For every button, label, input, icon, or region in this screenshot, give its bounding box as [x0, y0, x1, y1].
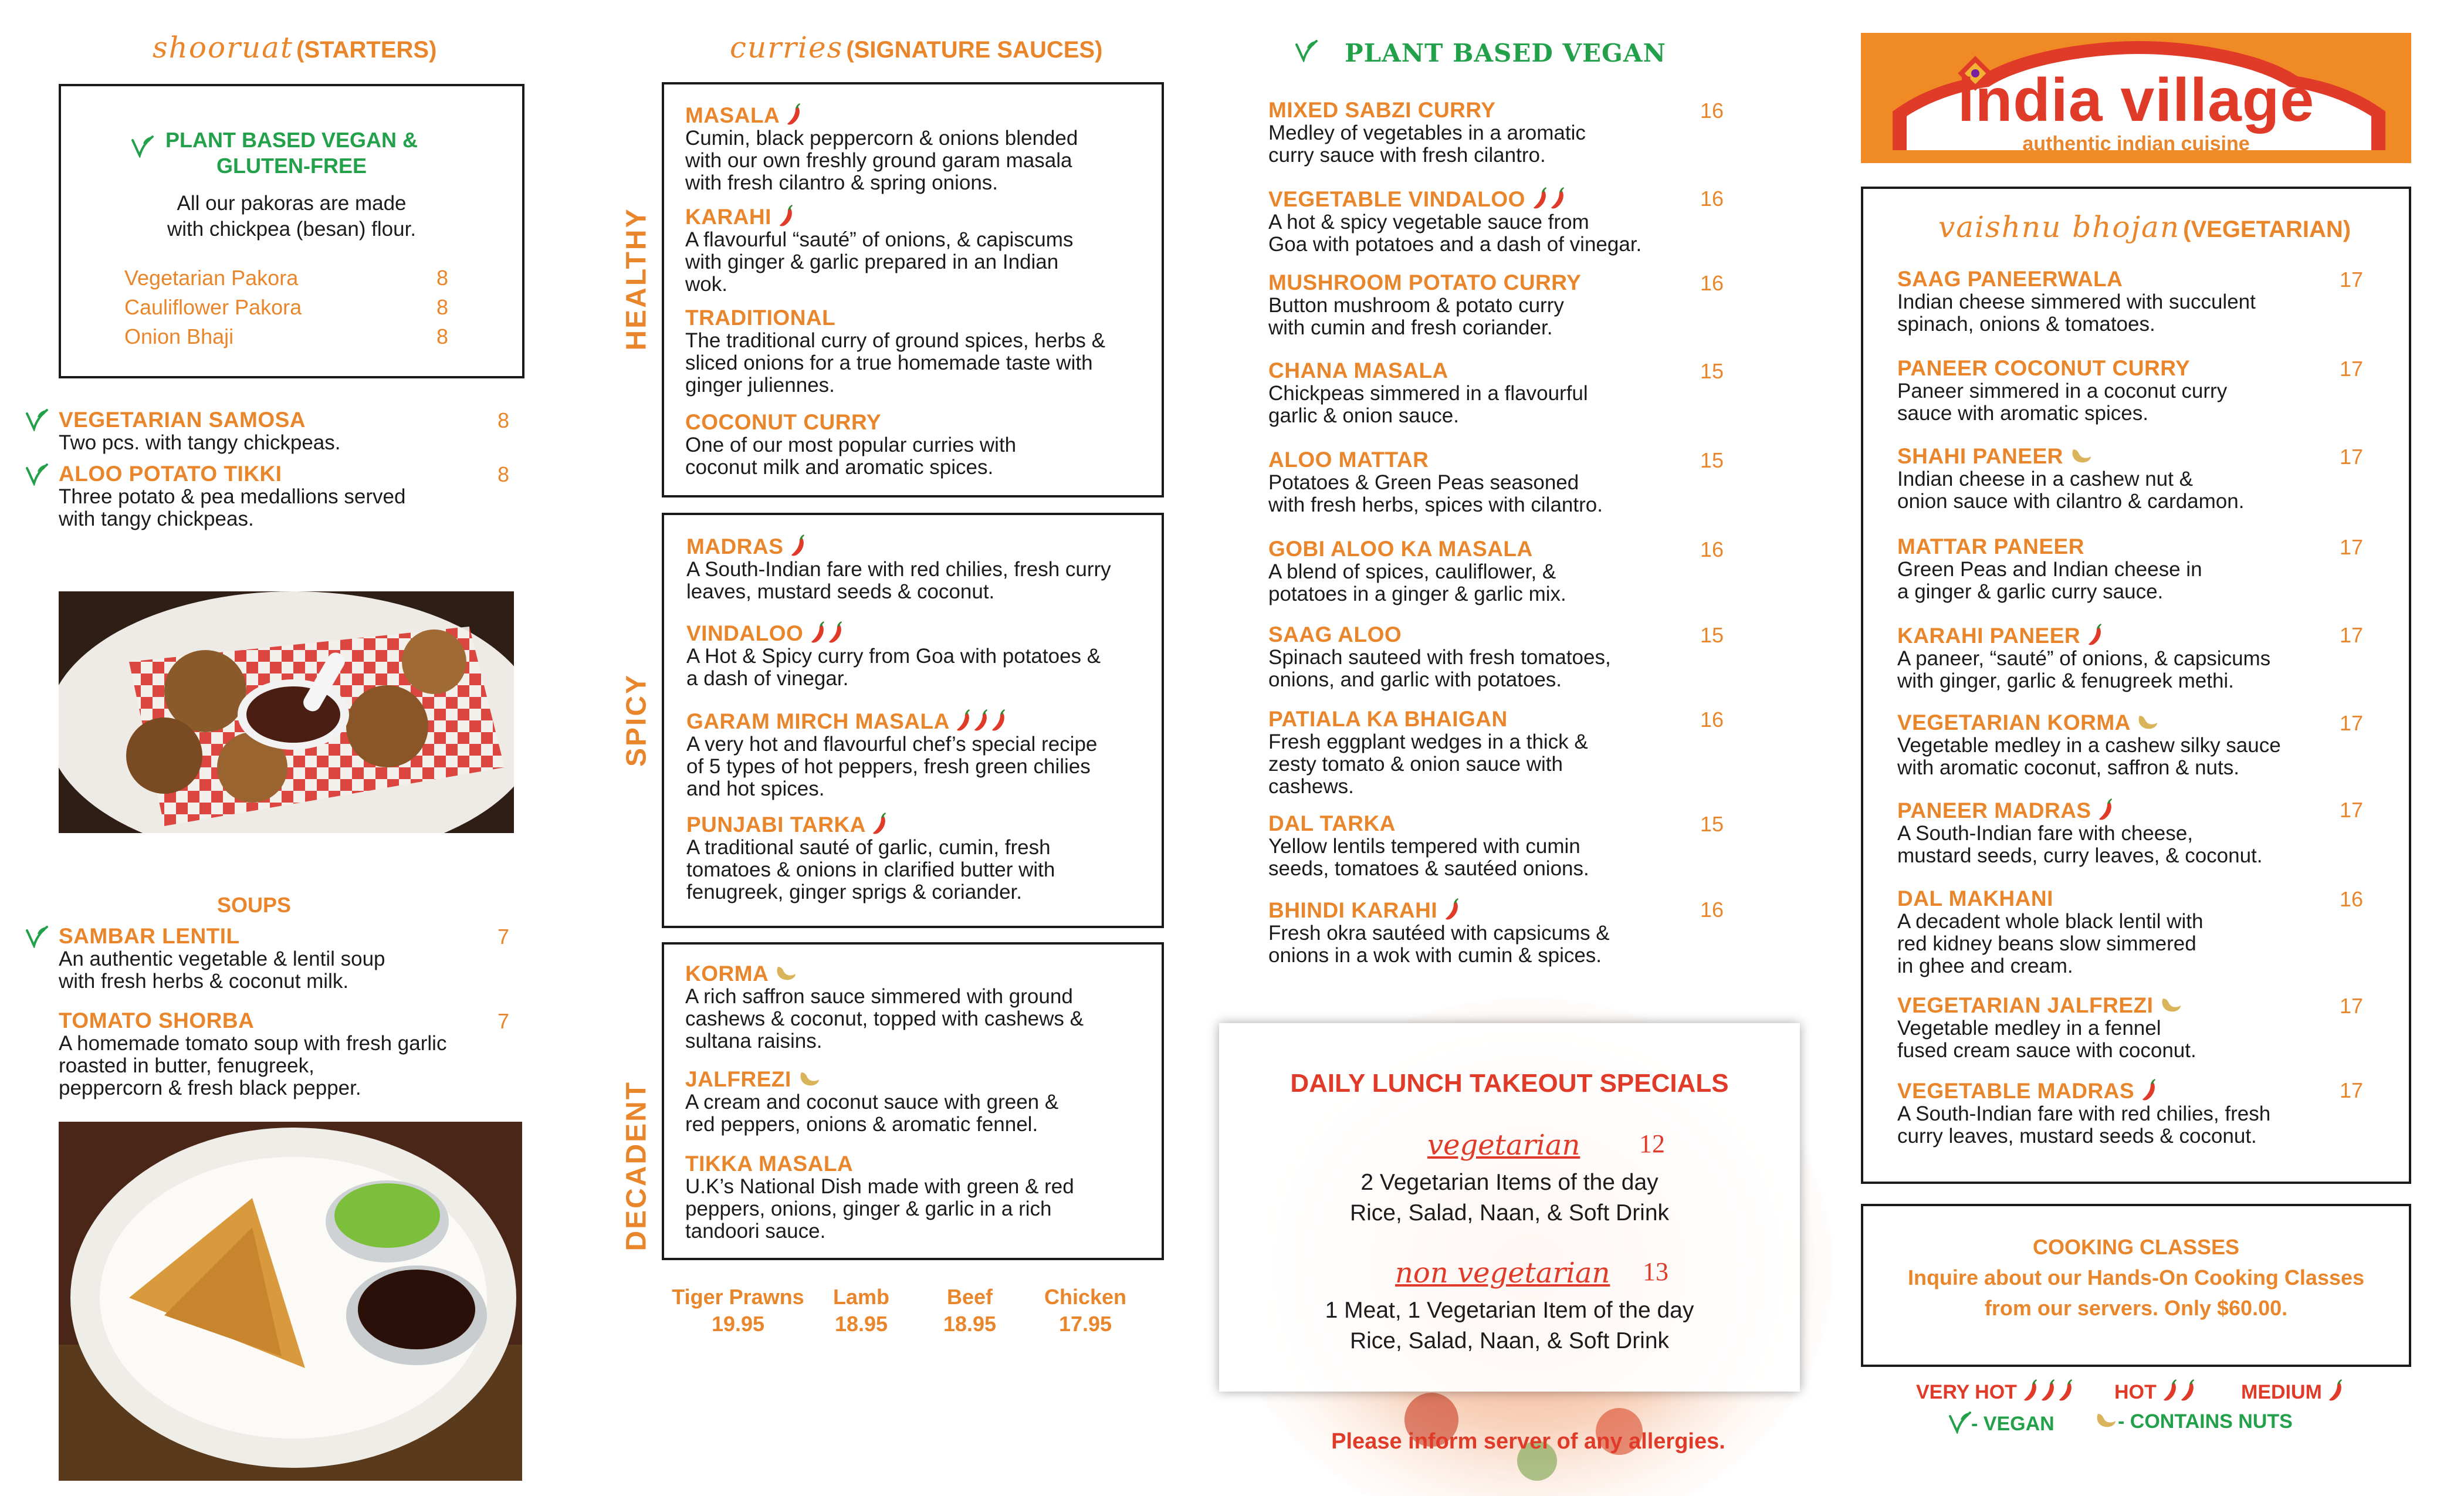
cashew-nut-icon — [2136, 712, 2160, 731]
item-price: 7 — [497, 1009, 510, 1033]
item-price: 15 — [1700, 448, 1724, 472]
menu-item — [1268, 448, 1749, 516]
item-desc: Vegetable medley in a cashew silky sauce — [1897, 734, 2281, 757]
item-desc: spinach, onions & tomatoes. — [1897, 313, 2155, 336]
item-desc: Indian cheese in a cashew nut & — [1897, 468, 2193, 490]
chili-icon — [973, 709, 990, 732]
chili-icon — [2141, 1078, 2158, 1102]
item-desc: Paneer simmered in a coconut curry — [1897, 380, 2228, 402]
item-desc: fenugreek, ginger sprigs & coriander. — [686, 881, 1022, 903]
cooking-title: COOKING CLASSES — [2032, 1235, 2240, 1259]
pakora-box — [59, 84, 524, 378]
pakora-note-line1: All our pakoras are made — [177, 192, 407, 215]
chili-icon — [810, 621, 827, 644]
item-desc: A very hot and flavourful chef’s special recipe — [686, 733, 1098, 756]
chili-icon — [786, 103, 803, 126]
item-desc: The traditional curry of ground spices, herbs & — [685, 329, 1105, 352]
vegan-title: PLANT BASED VEGAN — [1345, 39, 1666, 67]
legend-vegan: - VEGAN — [1948, 1410, 2055, 1436]
menu-item — [685, 103, 1166, 194]
item-desc: tandoori sauce. — [685, 1220, 826, 1243]
item-desc: Chickpeas simmered in a flavourful — [1268, 382, 1588, 405]
item-desc: with cumin and fresh coriander. — [1268, 316, 1553, 339]
item-price: 17 — [2340, 711, 2364, 735]
vegan-leaf-icon — [1948, 1410, 1971, 1434]
menu-item — [59, 408, 540, 454]
menu-item — [686, 812, 1167, 903]
menu-item — [686, 534, 1167, 603]
item-desc: red kidney beans slow simmered — [1897, 932, 2196, 955]
starters-script-title: shooruat — [153, 31, 294, 65]
lunch-specials-card — [1219, 1023, 1800, 1392]
item-desc: Medley of vegetables in a aromatic — [1268, 121, 1586, 144]
item-desc: A traditional sauté of garlic, cumin, fresh — [686, 836, 1051, 859]
item-desc: with fresh herbs & coconut milk. — [59, 970, 349, 993]
chili-icon — [2179, 1379, 2197, 1402]
cashew-nut-icon — [2070, 446, 2093, 465]
item-desc: with fresh cilantro & spring onions. — [685, 171, 999, 194]
menu-item — [59, 462, 540, 530]
protein-option: Lamb 18.95 — [832, 1285, 889, 1336]
item-price: 17 — [2340, 623, 2364, 647]
item-name: KORMA — [685, 962, 768, 986]
item-price: 17 — [2340, 445, 2364, 469]
item-price: 17 — [2340, 535, 2364, 559]
item-price: 15 — [1700, 623, 1724, 647]
menu-item — [1268, 187, 1749, 256]
pakora-price: 8 — [436, 324, 449, 348]
item-desc: leaves, mustard seeds & coconut. — [686, 580, 995, 603]
menu-item — [1268, 359, 1749, 427]
item-name: MADRAS — [686, 534, 784, 559]
vegetarian-heading — [1938, 210, 2351, 244]
item-name: PANEER MADRAS — [1897, 798, 2091, 823]
item-desc: A South-Indian fare with cheese, — [1897, 822, 2193, 845]
item-desc: with tangy chickpeas. — [59, 507, 254, 530]
item-desc: mustard seeds, curry leaves, & coconut. — [1897, 844, 2263, 867]
item-name: VEGETABLE MADRAS — [1897, 1079, 2135, 1103]
item-desc: A Hot & Spicy curry from Goa with potatoes & — [686, 645, 1101, 668]
item-name: MASALA — [685, 103, 779, 127]
item-desc: A paneer, “sauté” of onions, & capsicums — [1897, 647, 2271, 670]
item-desc: A decadent whole black lentil with — [1897, 910, 2204, 933]
item-price: 17 — [2340, 994, 2364, 1018]
chili-icon — [1532, 187, 1549, 210]
item-desc: Fresh eggplant wedges in a thick & — [1268, 730, 1588, 753]
chili-icon — [990, 709, 1008, 732]
item-desc: A cream and coconut sauce with green & — [685, 1091, 1059, 1113]
item-name: DAL MAKHANI — [1897, 886, 2053, 911]
lunch-nonveg-price: 13 — [1643, 1257, 1668, 1286]
pakora-box-title-line1: PLANT BASED VEGAN & — [165, 128, 418, 152]
menu-item — [685, 306, 1166, 397]
menu-item — [1897, 711, 2378, 779]
menu-item — [685, 962, 1166, 1052]
item-name: KARAHI PANEER — [1897, 624, 2081, 648]
menu-item — [1897, 798, 2378, 867]
menu-item — [1268, 898, 1749, 967]
item-desc: coconut milk and aromatic spices. — [685, 456, 994, 479]
item-desc: One of our most popular curries with — [685, 434, 1017, 456]
item-price: 17 — [2340, 798, 2364, 822]
menu-item — [59, 925, 540, 993]
starters-heading — [153, 31, 436, 65]
chili-icon — [1444, 898, 1461, 921]
chili-icon — [2040, 1379, 2057, 1402]
item-name: VEGETARIAN JALFREZI — [1897, 993, 2154, 1017]
item-price: 7 — [497, 925, 510, 949]
brand-banner — [1861, 33, 2411, 163]
lunch-nonveg-line2: Rice, Salad, Naan, & Soft Drink — [1349, 1328, 1670, 1353]
item-desc: Yellow lentils tempered with cumin — [1268, 835, 1580, 858]
legend-very-hot: VERY HOT — [1916, 1379, 2075, 1404]
item-desc: with fresh herbs, spices with cilantro. — [1268, 493, 1603, 516]
item-name: GARAM MIRCH MASALA — [686, 709, 949, 733]
item-desc: cashews. — [1268, 775, 1354, 798]
lunch-title: DAILY LUNCH TAKEOUT SPECIALS — [1290, 1069, 1729, 1098]
item-price: 16 — [1700, 708, 1724, 732]
chili-icon — [2057, 1379, 2075, 1402]
item-desc: sauce with aromatic spices. — [1897, 402, 2148, 425]
chili-icon — [2162, 1379, 2179, 1402]
item-name: VEGETABLE VINDALOO — [1268, 187, 1525, 211]
curries-bold-title: (SIGNATURE SAUCES) — [846, 37, 1103, 63]
brand-tagline: authentic indian cuisine — [2022, 133, 2250, 155]
pakora-item: Cauliflower Pakora — [124, 295, 302, 319]
menu-item — [685, 1068, 1166, 1136]
item-name: KARAHI — [685, 205, 771, 229]
item-desc: sliced onions for a true homemade taste with — [685, 351, 1093, 374]
lunch-nonveg-label: non vegetarian — [1395, 1257, 1610, 1289]
item-desc: with our own freshly ground garam masala — [685, 149, 1072, 172]
lunch-veg-line2: Rice, Salad, Naan, & Soft Drink — [1349, 1200, 1670, 1226]
soups-title: SOUPS — [217, 893, 292, 917]
chili-icon — [2097, 798, 2115, 821]
item-desc: A blend of spices, cauliflower, & — [1268, 560, 1556, 583]
item-name: SAAG ALOO — [1268, 622, 1402, 647]
legend-medium: MEDIUM — [2241, 1379, 2345, 1404]
protein-option: Chicken 17.95 — [1044, 1285, 1127, 1336]
menu-item — [1268, 812, 1749, 880]
protein-option: Beef 18.95 — [943, 1285, 997, 1336]
cooking-line1: Inquire about our Hands-On Cooking Classes — [1907, 1265, 2365, 1289]
item-name: TRADITIONAL — [685, 306, 836, 330]
item-desc: in ghee and cream. — [1897, 955, 2073, 977]
item-desc: a dash of vinegar. — [686, 667, 849, 690]
item-desc: sultana raisins. — [685, 1030, 823, 1052]
item-desc: Cumin, black peppercorn & onions blended — [685, 127, 1078, 150]
menu-item — [686, 621, 1167, 690]
chili-icon — [2087, 623, 2104, 647]
item-desc: Indian cheese simmered with succulent — [1897, 290, 2256, 313]
chili-icon — [1549, 187, 1567, 210]
pakora-item: Onion Bhaji — [124, 324, 234, 348]
vegetarian-script-title: vaishnu bhojan — [1938, 210, 2181, 244]
item-name: ALOO MATTAR — [1268, 448, 1429, 472]
menu-item — [1268, 537, 1749, 605]
item-desc: Spinach sauteed with fresh tomatoes, — [1268, 646, 1611, 669]
item-desc: with ginger, garlic & fenugreek methi. — [1897, 669, 2234, 692]
item-name: MUSHROOM POTATO CURRY — [1268, 270, 1582, 295]
chili-icon — [790, 534, 807, 557]
item-desc: ginger juliennes. — [685, 374, 835, 397]
item-desc: seeds, tomatoes & sautéed onions. — [1268, 857, 1589, 880]
item-desc: Green Peas and Indian cheese in — [1897, 558, 2202, 581]
item-desc: a ginger & garlic curry sauce. — [1897, 580, 2164, 603]
item-desc: onions, and garlic with potatoes. — [1268, 668, 1562, 691]
item-desc: peppercorn & fresh black pepper. — [59, 1077, 361, 1099]
menu-item — [1268, 623, 1749, 691]
item-desc: potatoes in a ginger & garlic mix. — [1268, 583, 1566, 605]
legend-nuts: - CONTAINS NUTS — [2094, 1410, 2293, 1433]
item-name: DAL TARKA — [1268, 811, 1396, 835]
item-desc: Goa with potatoes and a dash of vinegar. — [1268, 233, 1642, 256]
item-desc: onions in a wok with cumin & spices. — [1268, 944, 1602, 967]
menu-item — [1268, 271, 1749, 339]
item-desc: A South-Indian fare with red chilies, fresh curry — [686, 558, 1111, 581]
pakora-photo — [59, 591, 514, 833]
chili-icon — [955, 709, 973, 732]
menu-item — [685, 204, 1166, 296]
pakora-price: 8 — [436, 295, 449, 319]
item-price: 17 — [2340, 1078, 2364, 1102]
item-price: 17 — [2340, 357, 2364, 381]
pakora-box-title-line2: GLUTEN-FREE — [216, 154, 367, 178]
item-price: 16 — [1700, 99, 1724, 123]
item-desc: fused cream sauce with coconut. — [1897, 1039, 2196, 1062]
item-desc: zesty tomato & onion sauce with — [1268, 753, 1563, 776]
item-desc: tomatoes & onions in clarified butter with — [686, 858, 1055, 881]
vegan-leaf-icon — [1294, 39, 1318, 62]
cashew-nut-icon — [798, 1069, 821, 1088]
vegan-leaf-icon — [25, 408, 48, 431]
item-price: 16 — [2340, 887, 2364, 911]
item-name: ALOO POTATO TIKKI — [59, 462, 282, 486]
item-price: 16 — [1700, 187, 1724, 211]
menu-item — [1897, 994, 2378, 1062]
item-desc: A rich saffron sauce simmered with ground — [685, 985, 1073, 1008]
item-name: SHAHI PANEER — [1897, 444, 2063, 468]
vegan-leaf-icon — [25, 925, 48, 948]
protein-option: Tiger Prawns 19.95 — [672, 1285, 804, 1336]
item-desc: curry leaves, mustard seeds & coconut. — [1897, 1125, 2257, 1148]
lunch-nonveg-line1: 1 Meat, 1 Vegetarian Item of the day — [1325, 1298, 1694, 1323]
chili-icon — [2327, 1379, 2345, 1402]
item-price: 16 — [1700, 898, 1724, 922]
item-price: 16 — [1700, 271, 1724, 295]
item-desc: and hot spices. — [686, 777, 825, 800]
cashew-nut-icon — [774, 963, 798, 982]
lunch-veg-price: 12 — [1639, 1129, 1665, 1158]
menu-item — [1897, 445, 2378, 513]
cooking-line2: from our servers. Only $60.00. — [1984, 1296, 2288, 1320]
item-name: VINDALOO — [686, 621, 804, 645]
item-desc: Vegetable medley in a fennel — [1897, 1017, 2161, 1040]
item-name: CHANA MASALA — [1268, 358, 1448, 383]
item-name: PATIALA KA BHAIGAN — [1268, 707, 1508, 731]
item-desc: U.K’s National Dish made with green & red — [685, 1175, 1074, 1198]
item-name: JALFREZI — [685, 1067, 791, 1091]
pakora-note-line2: with chickpea (besan) flour. — [167, 218, 417, 241]
item-name: PANEER COCONUT CURRY — [1897, 356, 2191, 380]
item-name: VEGETARIAN KORMA — [1897, 710, 2130, 735]
item-price: 17 — [2340, 268, 2364, 292]
lunch-veg-line1: 2 Vegetarian Items of the day — [1360, 1170, 1659, 1195]
menu-item — [59, 1009, 540, 1099]
item-name: MATTAR PANEER — [1897, 534, 2084, 559]
item-name: PUNJABI TARKA — [686, 813, 865, 837]
chili-icon — [778, 204, 796, 228]
item-price: 8 — [497, 462, 510, 486]
item-desc: red peppers, onions & aromatic fennel. — [685, 1113, 1038, 1136]
item-name: VEGETARIAN SAMOSA — [59, 408, 306, 432]
menu-item — [1268, 99, 1749, 167]
item-desc: Potatoes & Green Peas seasoned — [1268, 471, 1579, 494]
item-desc: with aromatic coconut, saffron & nuts. — [1897, 756, 2239, 779]
item-name: COCONUT CURRY — [685, 410, 882, 434]
item-desc: roasted in butter, fenugreek, — [59, 1054, 314, 1077]
item-name: MIXED SABZI CURRY — [1268, 98, 1496, 122]
starters-bold-title: (STARTERS) — [296, 37, 437, 63]
item-desc: onion sauce with cilantro & cardamon. — [1897, 490, 2245, 513]
menu-item — [1897, 1078, 2378, 1148]
menu-item — [1268, 708, 1749, 798]
menu-item — [1897, 623, 2378, 692]
item-desc: Two pcs. with tangy chickpeas. — [59, 431, 341, 454]
item-name: TIKKA MASALA — [685, 1152, 854, 1176]
chili-icon — [827, 621, 845, 644]
menu-item — [1897, 535, 2378, 603]
item-desc: Three potato & pea medallions served — [59, 485, 406, 508]
brand-name: india village — [1957, 66, 2315, 134]
samosa-photo — [59, 1122, 522, 1481]
item-name: SAAG PANEERWALA — [1897, 267, 2123, 291]
item-desc: wok. — [685, 273, 727, 296]
item-desc: Button mushroom & potato curry — [1268, 294, 1564, 317]
lunch-veg-label: vegetarian — [1427, 1129, 1580, 1162]
vegan-leaf-icon — [25, 462, 48, 486]
curries-heading — [730, 31, 1102, 65]
item-name: BHINDI KARAHI — [1268, 898, 1438, 922]
menu-item — [686, 709, 1167, 800]
cashew-nut-icon — [2160, 995, 2183, 1014]
item-desc: A homemade tomato soup with fresh garlic — [59, 1032, 447, 1055]
pakora-price: 8 — [436, 266, 449, 290]
item-name: TOMATO SHORBA — [59, 1008, 255, 1033]
item-price: 15 — [1700, 812, 1724, 836]
item-price: 8 — [497, 408, 510, 432]
chili-icon — [2022, 1379, 2040, 1402]
cooking-classes-box — [1861, 1204, 2411, 1367]
menu-item — [1897, 268, 2378, 336]
spicy-label: SPICY — [621, 673, 652, 767]
item-price: 15 — [1700, 359, 1724, 383]
item-desc: A South-Indian fare with red chilies, fresh — [1897, 1102, 2271, 1125]
menu-item — [685, 411, 1166, 479]
legend-hot: HOT — [2114, 1379, 2197, 1404]
item-name: SAMBAR LENTIL — [59, 924, 240, 948]
vegetarian-bold-title: (VEGETARIAN) — [2183, 216, 2351, 242]
item-desc: An authentic vegetable & lentil soup — [59, 947, 385, 970]
menu-item — [685, 1152, 1166, 1243]
allergy-note: Please inform server of any allergies. — [1331, 1429, 1725, 1454]
menu-item — [1897, 357, 2378, 425]
item-desc: with ginger & garlic prepared in an Indian — [685, 251, 1059, 273]
item-desc: peppers, onions, ginger & garlic in a rich — [685, 1197, 1052, 1220]
chili-icon — [871, 812, 889, 835]
curries-script-title: curries — [730, 31, 844, 65]
item-desc: Fresh okra sautéed with capsicums & — [1268, 922, 1610, 945]
item-price: 16 — [1700, 537, 1724, 561]
healthy-label: HEALTHY — [621, 207, 652, 351]
item-desc: A hot & spicy vegetable sauce from — [1268, 211, 1589, 233]
pakora-item: Vegetarian Pakora — [124, 266, 299, 290]
item-desc: A flavourful “sauté” of onions, & capiscums — [685, 228, 1074, 251]
menu-item — [1897, 887, 2378, 977]
item-desc: curry sauce with fresh cilantro. — [1268, 144, 1546, 167]
cashew-nut-icon — [2094, 1410, 2118, 1429]
item-name: GOBI ALOO KA MASALA — [1268, 537, 1533, 561]
item-desc: garlic & onion sauce. — [1268, 404, 1459, 427]
item-desc: cashews & coconut, topped with cashews & — [685, 1007, 1084, 1030]
item-desc: of 5 types of hot peppers, fresh green chilies — [686, 755, 1091, 778]
decadent-label: DECADENT — [621, 1080, 652, 1251]
